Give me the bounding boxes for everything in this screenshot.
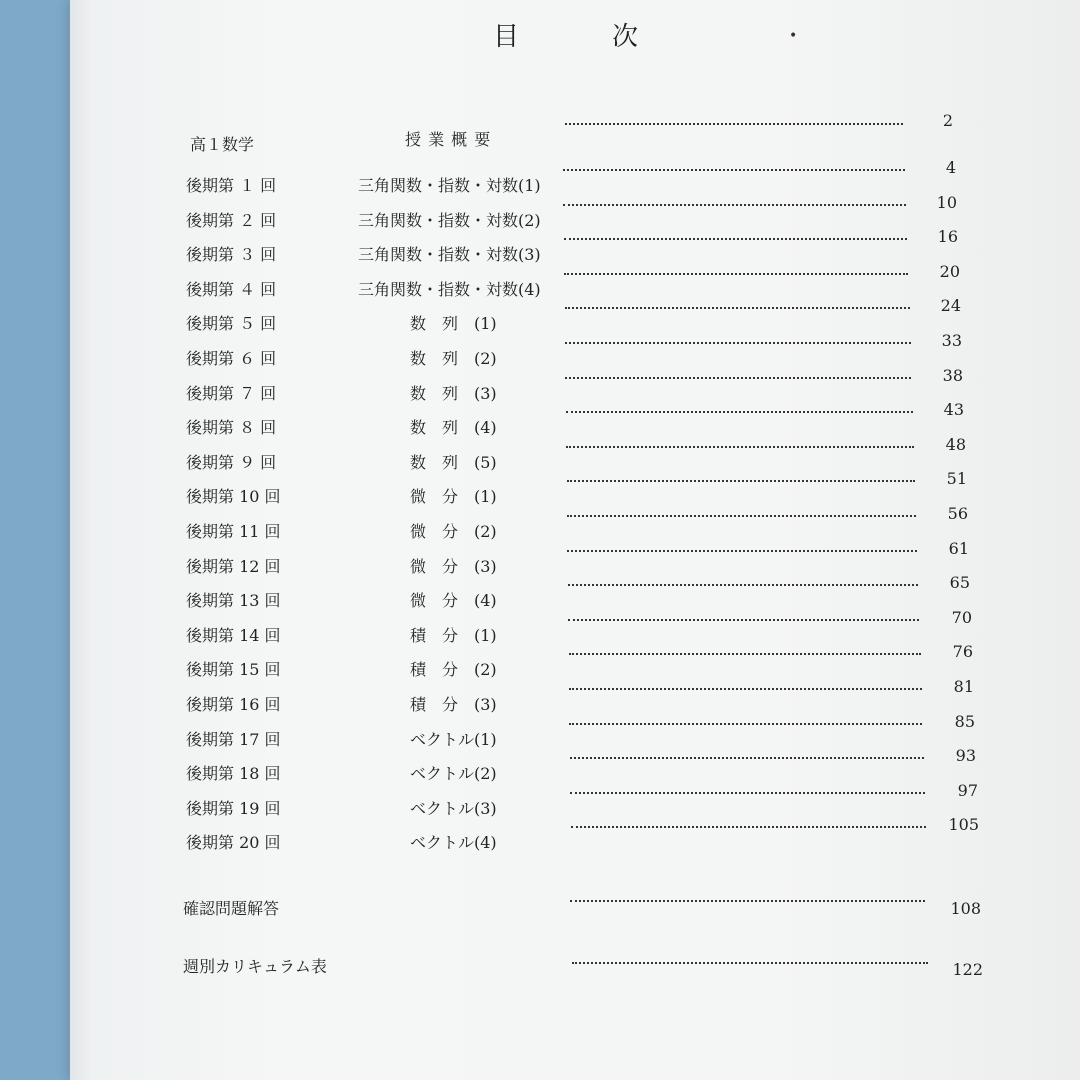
lesson-title: 積 分 (2) [410,660,497,679]
leader-dots [568,619,919,621]
leader-dots [565,342,911,344]
lesson-page: 76 [952,642,973,661]
course-label: 高１数学 [190,135,255,154]
leader-dots [567,515,916,517]
leader-dots [569,723,922,725]
leader-dots [566,411,913,413]
lesson-session: 後期第 ３ 回 [186,245,277,264]
lesson-session: 後期第 ９ 回 [186,453,277,472]
leader-dots [565,123,903,125]
lesson-session: 後期第 ７ 回 [186,384,277,403]
leader-dots [572,962,928,964]
curriculum-page: 122 [952,960,983,979]
lesson-page: 10 [936,193,957,212]
lesson-page: 70 [951,608,972,627]
lesson-title: 微 分 (3) [410,557,497,576]
lesson-session: 後期第 17 回 [186,730,281,749]
lesson-page: 4 [945,158,956,177]
lesson-page: 93 [955,746,976,765]
lesson-title: 数 列 (5) [410,453,497,472]
lesson-title: 数 列 (2) [410,349,497,368]
leader-dots [563,204,906,206]
lesson-title: 微 分 (1) [410,487,497,506]
lesson-page: 24 [940,296,961,315]
lesson-title: 微 分 (4) [410,591,497,610]
leader-dots [571,826,926,828]
overview-page: 2 [942,111,953,130]
lesson-session: 後期第 ６ 回 [186,349,277,368]
lesson-session: 後期第 １ 回 [186,176,277,195]
lesson-session: 後期第 20 回 [186,833,281,852]
lesson-session: 後期第 14 回 [186,626,281,645]
lesson-title: 三角関数・指数・対数(3) [358,245,541,264]
lesson-title: ベクトル(2) [410,764,497,783]
lesson-session: 後期第 ５ 回 [186,314,277,333]
lesson-session: 後期第 11 回 [186,522,281,541]
leader-dots [567,480,915,482]
lesson-title: 数 列 (4) [410,418,497,437]
leader-dots [570,792,925,794]
lesson-page: 56 [947,504,968,523]
leader-dots [565,377,911,379]
overview-title: 授 業 概 要 [405,130,492,149]
lesson-session: 後期第 ４ 回 [186,280,277,299]
lesson-session: 後期第 ８ 回 [186,418,277,437]
lesson-page: 97 [957,781,978,800]
lesson-page: 43 [943,400,964,419]
leader-dots [566,446,914,448]
lesson-title: 数 列 (1) [410,314,497,333]
lesson-title: 数 列 (3) [410,384,497,403]
curriculum-title: 週別カリキュラム表 [183,957,327,976]
lesson-session: 後期第 16 回 [186,695,281,714]
lesson-session: 後期第 13 回 [186,591,281,610]
lesson-page: 61 [948,539,969,558]
lesson-page: 16 [937,227,958,246]
leader-dots [563,169,905,171]
leader-dots [564,238,907,240]
lesson-session: 後期第 19 回 [186,799,281,818]
lesson-title: 積 分 (1) [410,626,497,645]
lesson-page: 105 [948,815,979,834]
lesson-title: 微 分 (2) [410,522,497,541]
lesson-page: 85 [954,712,975,731]
lesson-page: 48 [945,435,966,454]
leader-dots [569,653,921,655]
lesson-page: 81 [953,677,974,696]
lesson-title: 三角関数・指数・対数(2) [358,211,541,230]
toc-title-char-1: 目 [493,22,520,52]
leader-dots [570,900,925,902]
answers-page: 108 [950,899,981,918]
lesson-session: 後期第 10 回 [186,487,281,506]
page-edge [70,0,94,1080]
lesson-session: 後期第 18 回 [186,764,281,783]
lesson-page: 38 [942,366,963,385]
leader-dots [568,584,918,586]
toc-title-char-2: 次 [612,22,639,52]
lesson-page: 33 [941,331,962,350]
lesson-session: 後期第 12 回 [186,557,281,576]
lesson-session: 後期第 ２ 回 [186,211,277,230]
lesson-title: ベクトル(3) [410,799,497,818]
lesson-title: 三角関数・指数・対数(4) [358,280,541,299]
lesson-title: 積 分 (3) [410,695,497,714]
leader-dots [564,273,908,275]
lesson-title: 三角関数・指数・対数(1) [358,176,541,195]
lesson-session: 後期第 15 回 [186,660,281,679]
leader-dots [569,688,922,690]
leader-dots [570,757,924,759]
answers-title: 確認問題解答 [183,899,280,918]
lesson-title: ベクトル(1) [410,730,497,749]
lesson-title: ベクトル(4) [410,833,497,852]
stray-dot: • [789,28,798,44]
lesson-page: 51 [946,469,967,488]
leader-dots [565,307,910,309]
lesson-page: 20 [939,262,960,281]
leader-dots [567,550,917,552]
lesson-page: 65 [949,573,970,592]
